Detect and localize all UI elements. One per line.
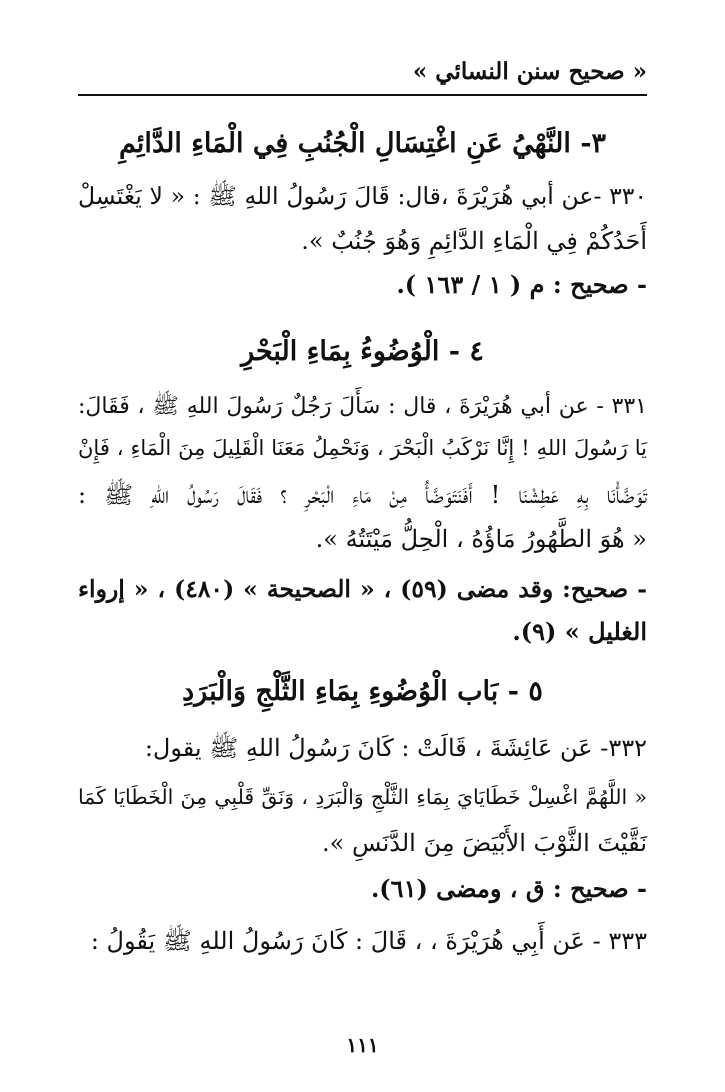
hadith-331-grading-1: - صحيح: وقد مضى (٥٩) ، « الصحيحة » (٤٨٠) ، « إرواء [78, 575, 647, 603]
hadith-330-line-2: أَحَدُكُمْ فِي الْمَاءِ الدَّائِمِ وَهُوَ جُنُبٌ ». [301, 227, 647, 255]
hadith-332-line-3: نَقَّيْتَ الثَّوْبَ الأَبْيَضَ مِنَ الدَّنَسِ ». [322, 829, 647, 857]
hadith-330-line-1: ٣٣٠ -عن أبي هُرَيْرَةَ ،قال: قَالَ رَسُولُ اللهِ ﷺ : « لا يَغْتَسِلْ [78, 182, 647, 210]
hadith-331-grading-2: الغليل » (٩). [512, 617, 647, 646]
section-5-heading: ٥ - بَاب الْوُضُوءِ بِمَاءِ الثَّلْجِ وَالْبَرَدِ [182, 676, 543, 707]
section-4-heading: ٤ - الْوُضُوءُ بِمَاءِ الْبَحْرِ [241, 336, 484, 367]
hadith-333-line-1: ٣٣٣ - عَن أَبِي هُرَيْرَةَ ، ، قَالَ : كَانَ رَسُولُ اللهِ ﷺ يَقُولُ : [90, 927, 647, 955]
hadith-331-line-1: ٣٣١ - عن أبي هُرَيْرَةَ ، قال : سَأَلَ رَجُلٌ رَسُولَ اللهِ ﷺ ، فَقَالَ: [78, 394, 647, 419]
running-header: « صحيح سنن النسائي » [78, 52, 647, 96]
hadith-331-line-2: يَا رَسُولَ اللهِ ! إِنَّا نَرْكَبُ الْبَحْرَ ، وَنَحْمِلُ مَعَنَا الْقَلِيلَ مِنَ الْمَاءِ ، فَإِنْ [78, 436, 647, 460]
page-number: ١١١ [346, 1033, 379, 1057]
hadith-332-line-2: « اللَّهُمَّ اغْسِلْ خَطَايَايَ بِمَاءِ الثَّلْجِ وَالْبَرَدِ ، وَنَقِّ قَلْبِي مِنَ الْخَطَايَا كَمَا [78, 785, 647, 809]
hadith-332-grading: - صحيح : ق ، ومضى (٦١). [370, 874, 647, 903]
section-3-heading: ٣- النَّهْيُ عَنِ اغْتِسَالِ الْجُنُبِ فِي الْمَاءِ الدَّائِمِ [118, 128, 607, 159]
hadith-331-line-3: تَوَضَّأْنَا بِهِ عَطِشْنَا ! أَفَنَتَوَضَّأُ مِنْ مَاءِ الْبَحْرِ ؟ فَقَالَ رَسُولُ اللهِ ﷺ : [78, 481, 647, 509]
hadith-331-line-4: « هُوَ الطَّهُورُ مَاؤُهُ ، الْحِلُّ مَيْتَتُهُ ». [315, 525, 647, 553]
hadith-330-grading: - صحيح : م ( ١ / ١٦٣ ). [396, 270, 647, 299]
hadith-332-line-1: ٣٣٢- عَن عَائِشَةَ ، قَالَتْ : كَانَ رَسُولُ اللهِ ﷺ يقول: [144, 734, 647, 762]
